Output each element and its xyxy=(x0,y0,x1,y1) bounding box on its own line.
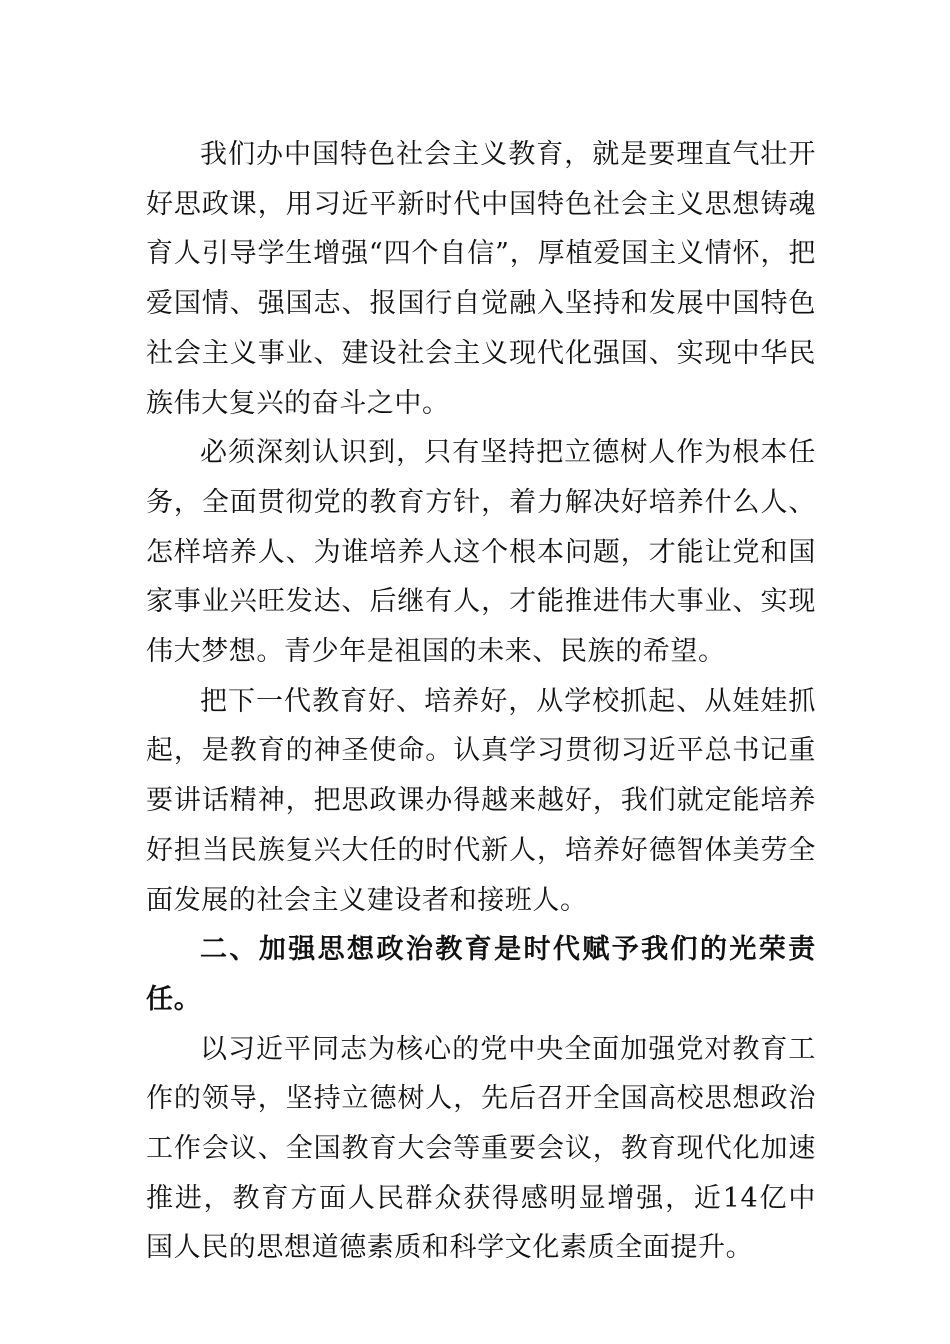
paragraph-socialist-education: 我们办中国特色社会主义教育，就是要理直气壮开好思政课，用习近平新时代中国特色社会主义思想铸魂育人引导学生增强“四个自信”，厚植爱国主义情怀，把爱国情、强国志、报国行自觉融入坚持和发展中国特色社会主义事业、建设社会主义现代化强国、实现中华民族伟大复兴的奋斗之中。 xyxy=(146,139,816,419)
section-heading: 二、加强思想政治教育是时代赋予我们的光荣责任。 xyxy=(146,934,816,1015)
paragraph-next-generation: 把下一代教育好、培养好，从学校抓起、从娃娃抓起，是教育的神圣使命。认真学习贯彻习近平总书记重要讲话精神，把思政课办得越来越好，我们就定能培养好担当民族复兴大任的时代新人，培养好德智体美劳全面发展的社会主义建设者和接班人。 xyxy=(146,685,816,916)
paragraph-party-leadership: 以习近平同志为核心的党中央全面加强党对教育工作的领导，坚持立德树人，先后召开全国高校思想政治工作会议、全国教育大会等重要会议，教育现代化加速推进，教育方面人民群众获得感明显增强，近14亿中国人民的思想道德素质和科学文化素质全面提升。 xyxy=(146,1033,816,1264)
paragraph-moral-education-task: 必须深刻认识到，只有坚持把立德树人作为根本任务，全面贯彻党的教育方针，着力解决好培养什么人、怎样培养人、为谁培养人这个根本问题，才能让党和国家事业兴旺发达、后继有人，才能推进伟大事业、实现伟大梦想。青少年是祖国的未来、民族的希望。 xyxy=(146,437,816,668)
document-body xyxy=(146,130,816,1273)
